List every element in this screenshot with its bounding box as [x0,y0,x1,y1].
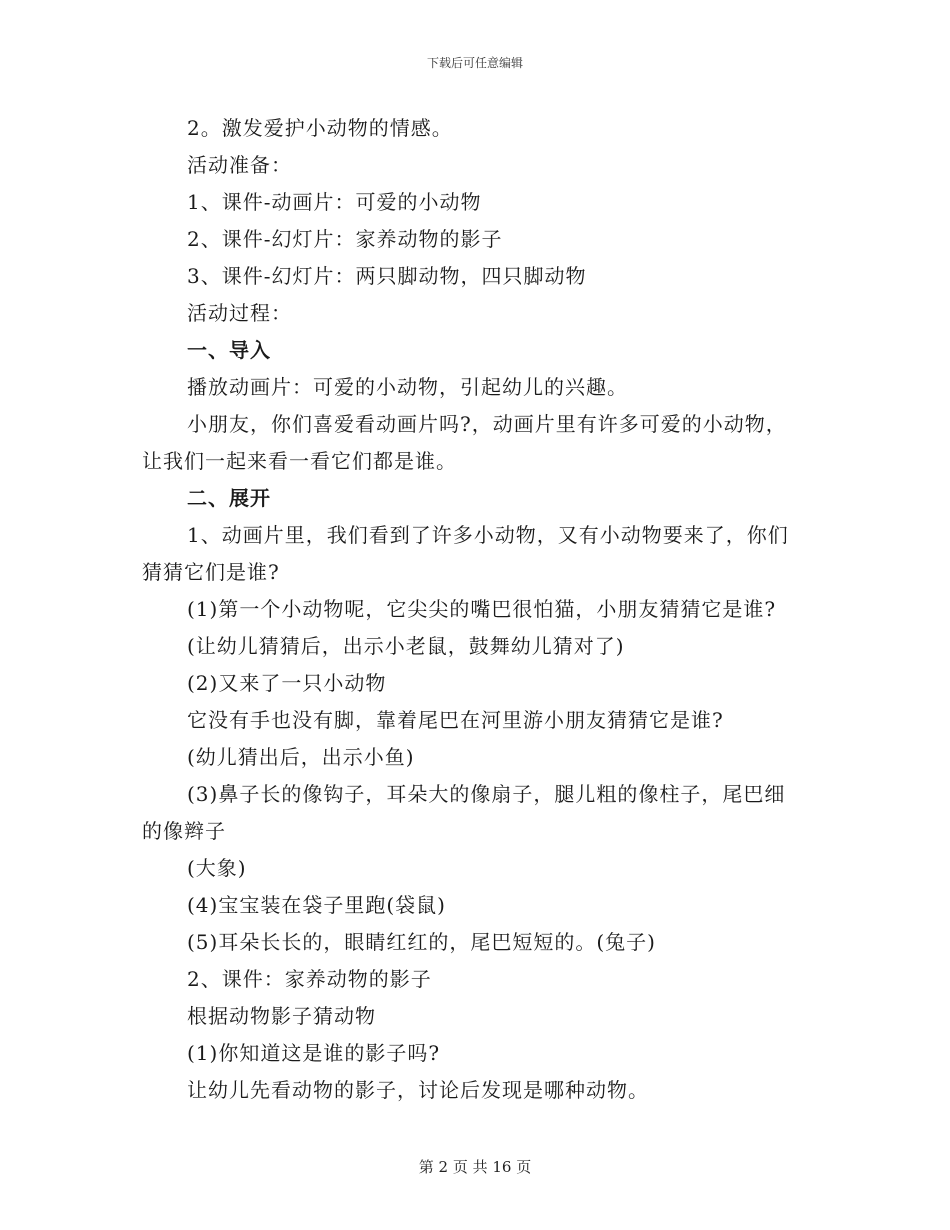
text-line: 猜猜它们是谁? [142,560,280,584]
text-line: (幼儿猜出后，出示小鱼) [187,745,415,769]
section-heading: 一、导入 [187,338,271,362]
page-footer: 第 2 页 共 16 页 [418,1158,532,1176]
text-line: 的像辫子 [142,819,226,843]
text-line: 让我们一起来看一看它们都是谁。 [142,449,457,473]
text-line: 2。激发爱护小动物的情感。 [187,116,453,140]
text-line: 2、课件：家养动物的影子 [187,967,432,991]
text-line: (3)鼻子长的像钩子，耳朵大的像扇子，腿儿粗的像柱子，尾巴细 [187,782,786,806]
section-label: 活动准备： [187,153,292,177]
list-item: 2、课件-幻灯片：家养动物的影子 [187,227,503,251]
text-line: 1、动画片里，我们看到了许多小动物，又有小动物要来了，你们 [187,523,789,547]
text-line: 根据动物影子猜动物 [187,1004,376,1028]
text-line: 播放动画片：可爱的小动物，引起幼儿的兴趣。 [187,375,628,399]
text-line: 它没有手也没有脚，靠着尾巴在河里游小朋友猜猜它是谁? [187,708,724,732]
list-item: 1、课件-动画片：可爱的小动物 [187,190,482,214]
section-heading: 二、展开 [187,486,271,510]
text-line: (2)又来了一只小动物 [187,671,387,695]
text-line: 小朋友，你们喜爱看动画片吗?，动画片里有许多可爱的小动物， [187,412,787,436]
list-item: 3、课件-幻灯片：两只脚动物，四只脚动物 [187,264,587,288]
section-label: 活动过程： [187,301,292,325]
page-header: 下载后可任意编辑 [426,56,523,70]
text-line: (1)你知道这是谁的影子吗? [187,1041,441,1065]
text-line: (4)宝宝装在袋子里跑(袋鼠) [187,893,446,917]
text-line: (让幼儿猜猜后，出示小老鼠，鼓舞幼儿猜对了) [187,634,625,658]
text-line: (大象) [187,856,247,880]
text-line: (5)耳朵长长的，眼睛红红的，尾巴短短的。(兔子) [187,930,656,954]
text-line: (1)第一个小动物呢，它尖尖的嘴巴很怕猫，小朋友猜猜它是谁? [187,597,777,621]
text-line: 让幼儿先看动物的影子，讨论后发现是哪种动物。 [187,1078,649,1102]
